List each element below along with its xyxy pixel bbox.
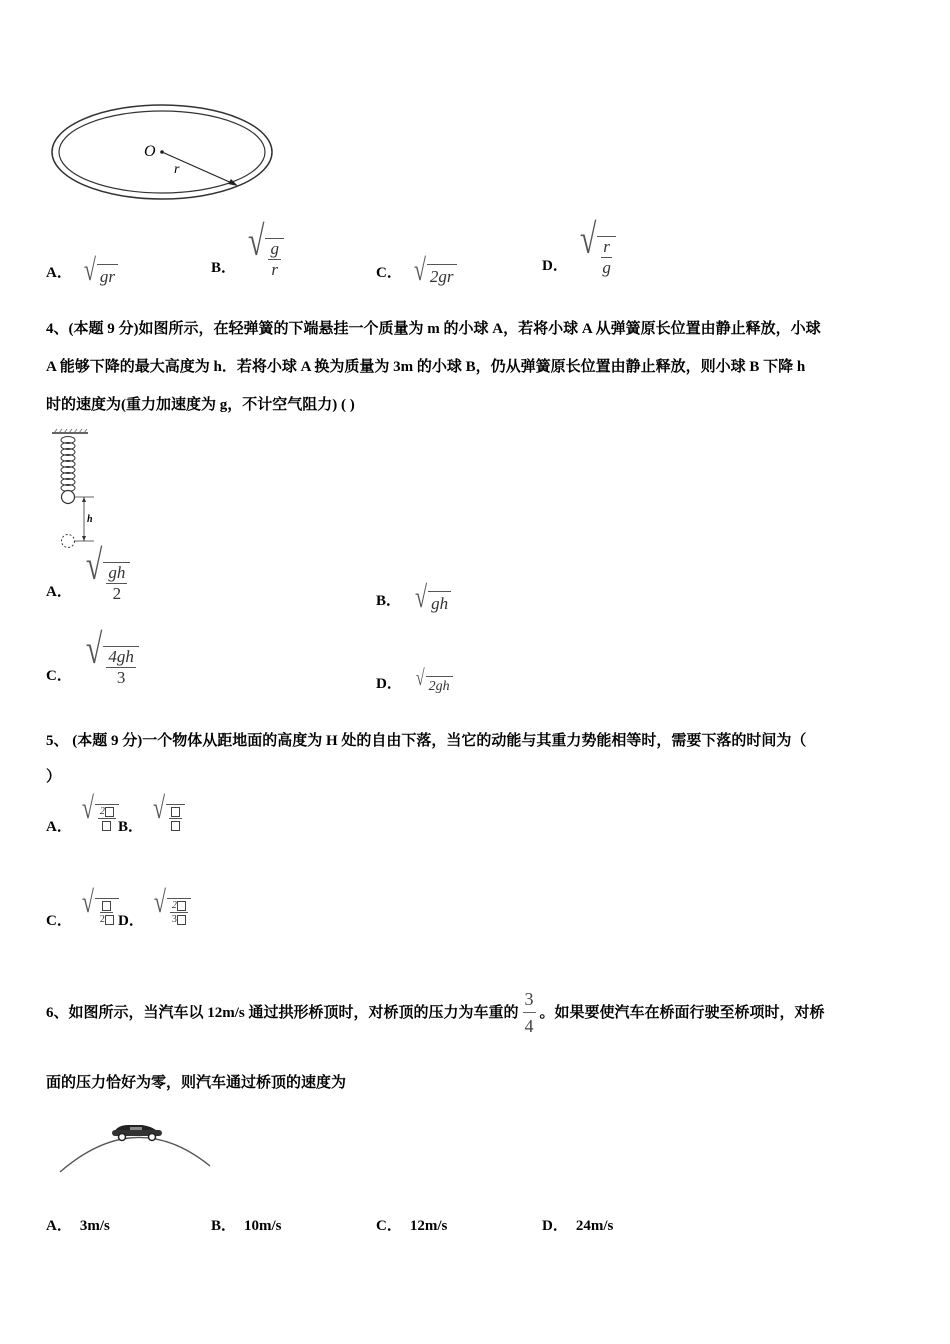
missing-glyph-box [171,821,180,831]
option-label: C． [46,913,72,929]
center-label: O [144,143,156,160]
missing-glyph-box [177,901,186,911]
option-label: B． [118,819,144,835]
option-label: A． [46,819,72,835]
option-label: A． [46,265,72,281]
option-label: B． [376,593,402,609]
q4-option-c[interactable]: C． √ $\frac{4gh}{3}$ [46,646,139,688]
option-label: D． [542,1218,568,1234]
q6-option-b[interactable] [211,1207,282,1245]
option-label: B． [211,1218,237,1234]
option-value: 10m/s [244,1218,282,1234]
q4-option-d[interactable]: D． √ 2gh [376,670,453,695]
option-value: 24m/s [575,1218,614,1234]
q3-option-b[interactable]: B． √ $\frac{g}{r}$ [211,238,284,280]
option-label: C． [376,1218,402,1234]
option-label: D． [542,257,568,274]
option-label: C． [376,265,402,281]
option-label: A． [46,583,72,600]
missing-glyph-box [105,915,114,925]
spring-figure [48,428,108,552]
option-label: C． [46,667,72,684]
q6-option-a[interactable] [46,1207,110,1245]
missing-glyph-box [171,807,180,817]
radicand: gh [428,591,451,614]
q3-option-d[interactable]: D． √ $\frac{r}{g}$ [542,236,616,278]
q4-line1: 4、(本题 9 分)如图所示，在轻弹簧的下端悬挂一个质量为 m 的小球 A，若将小球 A 从弹簧原长位置由静止释放，小球 [46,321,821,337]
q4-option-a[interactable]: A． √ $\frac{gh}{2}$ [46,562,130,604]
q5-option-a[interactable]: A． √ 2 [46,804,119,832]
q6-option-c[interactable] [376,1207,447,1245]
missing-glyph-box [177,915,186,925]
radicand: gr [97,264,118,287]
radicand: 2gr [427,264,457,287]
option-label: A． [46,1218,72,1234]
q3-option-c[interactable]: C． √ 2gr [376,256,457,287]
q5-option-d[interactable]: D． √ $\frac{2}{3}$ [118,898,191,926]
circular-orbit-figure [48,100,278,204]
q6-line1: 6、如图所示，当汽车以 12m/s 通过拱形桥顶时，对桥顶的压力为车重的 $\frac{3}{4}$ 。如果要使汽车在桥面行驶至桥项时，对桥 [46,986,825,1039]
q5-line1: 5、 (本题 9 分)一个物体从距地面的高度为 H 处的自由下落，当它的动能与其重力势能相等时，需要下落的时间为（ [46,733,807,749]
option-label: B． [211,259,237,276]
q5-option-c[interactable]: C． √ 2 [46,898,119,926]
radicand: 2gh [426,676,453,695]
q6-line2: 面的压力恰好为零，则汽车通过桥顶的速度为 [46,1075,347,1091]
missing-glyph-box [102,901,111,911]
q4-line2: A 能够下降的最大高度为 h．若将小球 A 换为质量为 3m 的小球 B，仍从弹簧原长位置由静止释放，则小球 B 下降 h [46,359,806,375]
q4-line3: 时的速度为(重力加速度为 g，不计空气阻力) ( ) [46,397,355,413]
option-value: 3m/s [79,1218,110,1234]
q5-line2: ） [46,769,62,785]
q3-option-a[interactable]: A． √ gr [46,256,118,287]
q5-option-b[interactable]: B． √ [118,804,185,832]
option-value: 12m/s [409,1218,448,1234]
option-label: D． [376,676,402,692]
missing-glyph-box [102,821,111,831]
height-label: h [87,514,93,525]
arch-bridge-figure [56,1118,216,1178]
radius-label: r [174,162,180,177]
q6-option-d[interactable] [542,1207,613,1245]
missing-glyph-box [105,807,114,817]
q4-option-b[interactable]: B． √ gh [376,585,451,614]
option-label: D． [118,913,144,929]
pressure-fraction: $\frac{3}{4}$ [523,986,536,1039]
